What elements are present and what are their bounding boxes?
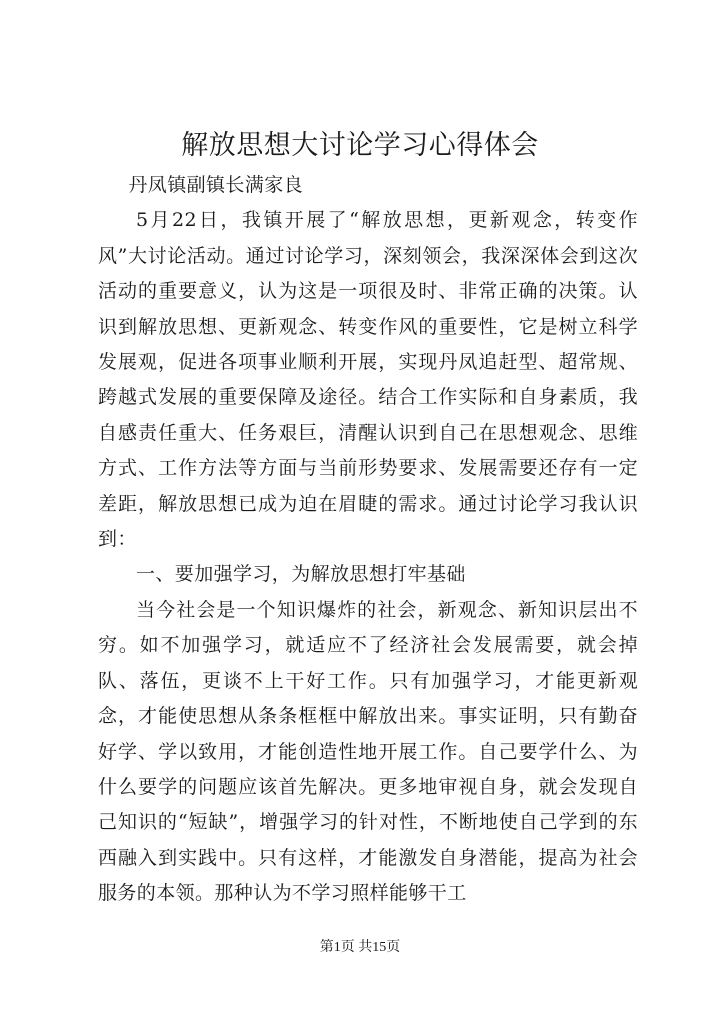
paragraph-intro: 5月22日，我镇开展了“解放思想，更新观念，转变作风”大讨论活动。通过讨论学习，深刻领会，我深深体会到这次活动的重要意义，认为这是一项很及时、非常正确的决策。认识到解放思想、更新观念、转变作风的重要性，它是树立科学发展观，促进各项事业顺利开展，实现丹凤追赶型、超常规、跨越式发展的重要保障及途径。结合工作实际和自身素质，我自感责任重大、任务艰巨，清醒认识到自己在思想观念、思维方式、工作方法等方面与当前形势要求、发展需要还存有一定差距，解放思想已成为迫在眉睫的需求。通过讨论学习我认识到： — [98, 209, 638, 551]
author-line: 丹凤镇副镇长满家良 — [128, 174, 303, 196]
paragraph-section-one: 当今社会是一个知识爆炸的社会，新观念、新知识层出不穷。如不加强学习，就适应不了经济社会发展需要，就会掉队、落伍，更谈不上干好工作。只有加强学习，才能更新观念，才能使思想从条条框框中解放出来。事实证明，只有勤奋好学、学以致用，才能创造性地开展工作。自己要学什么、为什么要学的问题应该首先解决。更多地审视自身，就会发现自己知识的“短缺”，增强学习的针对性，不断地使自己学到的东西融入到实践中。只有这样，才能激发自身潜能，提高为社会服务的本领。那种认为不学习照样能够干工 — [98, 598, 638, 905]
document-body — [98, 168, 638, 912]
document-title: 解放思想大讨论学习心得体会 — [181, 130, 539, 161]
page-number-footer: 第1页 共15页 — [319, 940, 401, 955]
section-heading: 一、要加强学习，为解放思想打牢基础 — [136, 563, 466, 586]
